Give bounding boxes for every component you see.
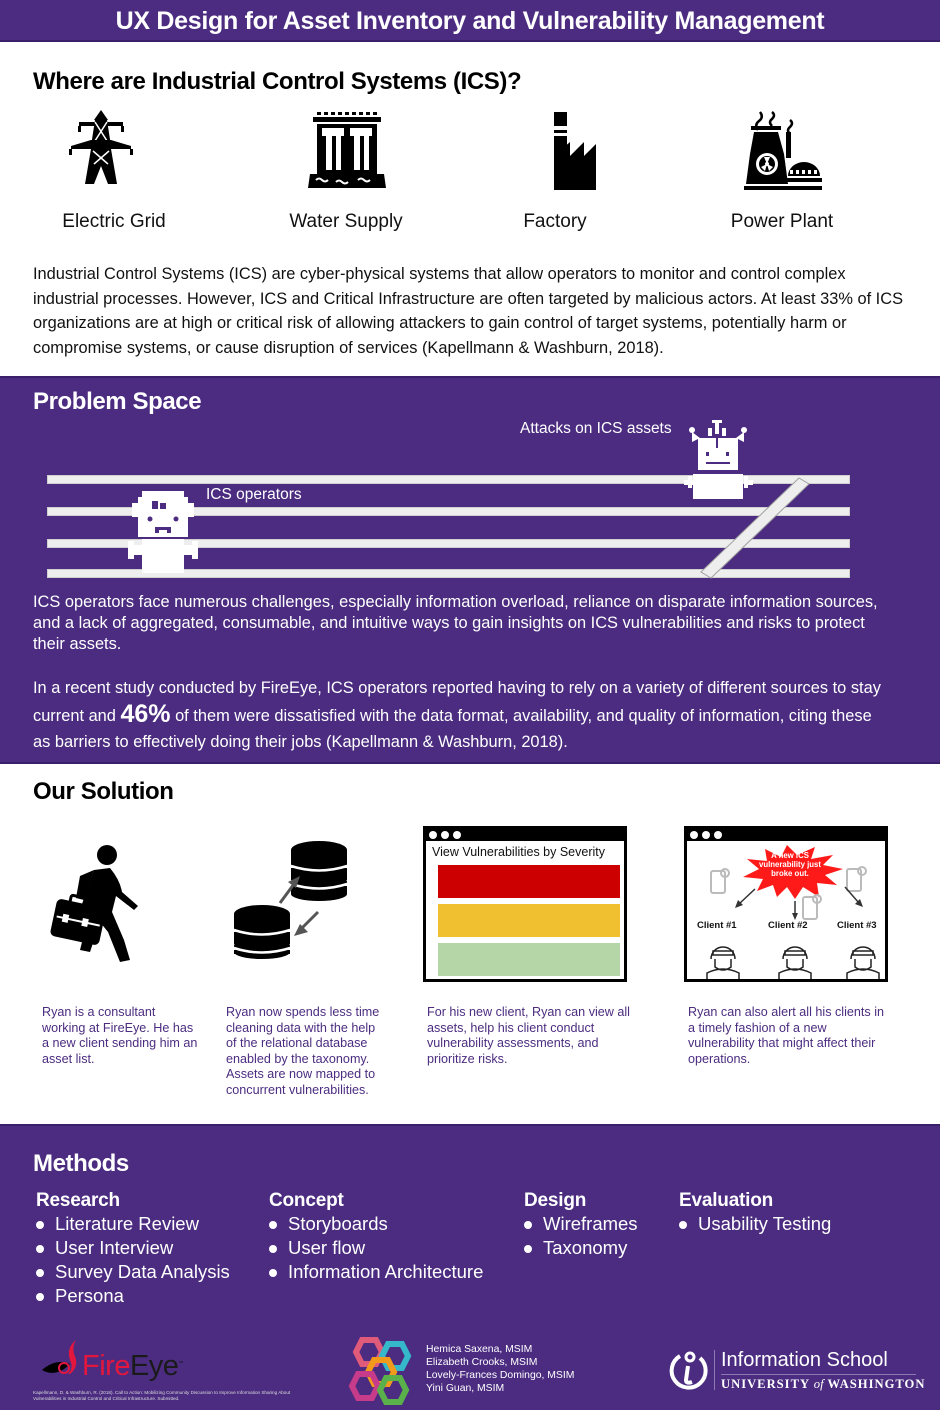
alert-burst-text: A new ICS vulnerability just broke out. <box>759 851 821 878</box>
electric-grid-label: Electric Grid <box>62 211 166 232</box>
paragraph-text: of them were dissatisfied with the data format, availability, and quality of information, citing these as barriers to effectively doing their jobs (Kapellmann & Washburn, 2018). <box>33 707 872 751</box>
column-heading: Concept <box>269 1190 344 1211</box>
window-dot <box>441 831 449 839</box>
severity-window <box>423 826 627 982</box>
method-item: Usability Testing <box>676 1212 831 1236</box>
method-item: User Interview <box>33 1236 230 1260</box>
methods-title: Methods <box>33 1150 129 1177</box>
window-dot <box>702 831 710 839</box>
solution-title: Our Solution <box>33 778 174 805</box>
window-titlebar <box>426 829 624 841</box>
problem-paragraph-1: ICS operators face numerous challenges, especially information overload, reliance on disparate information sources, and a lack of aggregated, consumable, and intuitive ways to gain insights on ICS vulnerabilities and risks to protect their assets. <box>33 593 878 653</box>
citation: Kapellmann, D. & Washburn, R. (2018). Call to Action: Mobilizing Community Discussion to Improve Information Sharing About Vulnerabilities in Industrial Control and Critical Infrastructure. Submitted. <box>33 1390 291 1401</box>
window-dot <box>453 831 461 839</box>
severity-bar-medium[interactable] <box>438 904 620 937</box>
university-text: UNIVERSITY <box>721 1377 814 1391</box>
methods-column-research <box>33 1190 230 1308</box>
university-name <box>721 1377 925 1392</box>
method-item: User flow <box>266 1236 483 1260</box>
methods-column-concept <box>266 1190 483 1284</box>
client-3-label: Client #3 <box>837 920 877 931</box>
team-member: Lovely-Frances Domingo, MSIM <box>426 1370 575 1381</box>
column-heading: Evaluation <box>679 1190 774 1211</box>
severity-window-title: View Vulnerabilities by Severity <box>432 845 605 859</box>
client-1-label: Client #1 <box>697 920 737 931</box>
logo-divider <box>714 1350 715 1390</box>
ics-description: Industrial Control Systems (ICS) are cyber-physical systems that allow operators to monitor and control complex industrial processes. However, ICS and Critical Infrastructure are often targeted by malicious actors. At least 33% of ICS organizations are at high or critical risk of allowing attackers to gain control of target systems, potentially harm or compromise systems, or cause disruption of services (Kapellmann & Washburn, 2018). <box>33 265 904 357</box>
method-item: Taxonomy <box>521 1236 638 1260</box>
fireeye-tm: ™ <box>178 1360 183 1367</box>
column-heading: Design <box>524 1190 587 1211</box>
factory-icon <box>475 108 635 190</box>
fireeye-eye: Eye <box>129 1350 179 1382</box>
ischool-name: Information School <box>721 1349 888 1371</box>
methods-column-evaluation <box>676 1190 831 1236</box>
method-item: Information Architecture <box>266 1260 483 1284</box>
database-sync-icon <box>230 840 355 962</box>
water-supply-label: Water Supply <box>289 211 403 232</box>
method-item: Literature Review <box>33 1212 230 1236</box>
solution-step-2-text: Ryan now spends less time cleaning data with the help of the relational database enabled by the taxonomy. Assets are now mapped to concurrent vulnerabilities. <box>226 1005 380 1097</box>
team-hexagon-logo <box>348 1336 418 1406</box>
problem-paragraph-2 <box>33 675 893 755</box>
window-titlebar <box>687 829 885 841</box>
dissatisfied-stat: 46% <box>120 700 171 728</box>
method-item: Persona <box>33 1284 230 1308</box>
window-dot <box>429 831 437 839</box>
barrier-icon <box>695 476 815 580</box>
severity-bar-high[interactable] <box>438 865 620 898</box>
window-dot <box>714 831 722 839</box>
severity-bar-low[interactable] <box>438 943 620 976</box>
factory-label: Factory <box>523 211 587 232</box>
fireeye-fire: Fire <box>82 1350 130 1382</box>
problem-space-section <box>0 376 940 764</box>
university-of: of <box>813 1377 824 1391</box>
electric-grid-icon <box>21 108 181 188</box>
poster-title: UX Design for Asset Inventory and Vulnerability Management <box>115 7 825 35</box>
client-2-label: Client #2 <box>768 920 808 931</box>
column-heading: Research <box>36 1190 120 1211</box>
window-dot <box>690 831 698 839</box>
alert-window <box>684 826 888 982</box>
method-item: Storyboards <box>266 1212 483 1236</box>
attacks-label: Attacks on ICS assets <box>520 420 672 437</box>
team-member: Elizabeth Crooks, MSIM <box>426 1357 538 1368</box>
team-members <box>426 1343 574 1395</box>
team-member: Hemica Saxena, MSIM <box>426 1344 533 1355</box>
operator-robot-icon <box>128 489 206 573</box>
problem-space-title: Problem Space <box>33 388 202 415</box>
methods-column-design <box>521 1190 638 1260</box>
solution-step-4-text: Ryan can also alert all his clients in a timely fashion of a new vulnerability that might affect their operations. <box>688 1005 884 1066</box>
poster-header <box>0 0 940 42</box>
solution-step-3-text: For his new client, Ryan can view all assets, help his client conduct vulnerability assessments, and prioritize risks. <box>427 1005 630 1066</box>
power-plant-icon <box>703 108 863 192</box>
method-item: Wireframes <box>521 1212 638 1236</box>
fireeye-eye-icon <box>40 1340 84 1382</box>
fireeye-logo <box>82 1350 183 1383</box>
method-item: Survey Data Analysis <box>33 1260 230 1284</box>
logo-rule <box>721 1374 916 1375</box>
water-supply-icon <box>268 108 428 190</box>
paragraph-text: In a recent study conducted by FireEye, ICS operators reported having to rely on a variety of different sources to stay current and <box>33 679 881 725</box>
team-member: Yini Guan, MSIM <box>426 1383 505 1394</box>
university-text: WASHINGTON <box>823 1377 926 1391</box>
operators-label: ICS operators <box>206 486 302 503</box>
solution-step-1-text: Ryan is a consultant working at FireEye. He has a new client sending him an asset list. <box>42 1005 198 1066</box>
power-plant-label: Power Plant <box>730 211 834 232</box>
ischool-logo-icon <box>668 1350 708 1394</box>
ics-section-title: Where are Industrial Control Systems (ICS)? <box>33 68 522 95</box>
consultant-walking-icon <box>50 840 145 965</box>
